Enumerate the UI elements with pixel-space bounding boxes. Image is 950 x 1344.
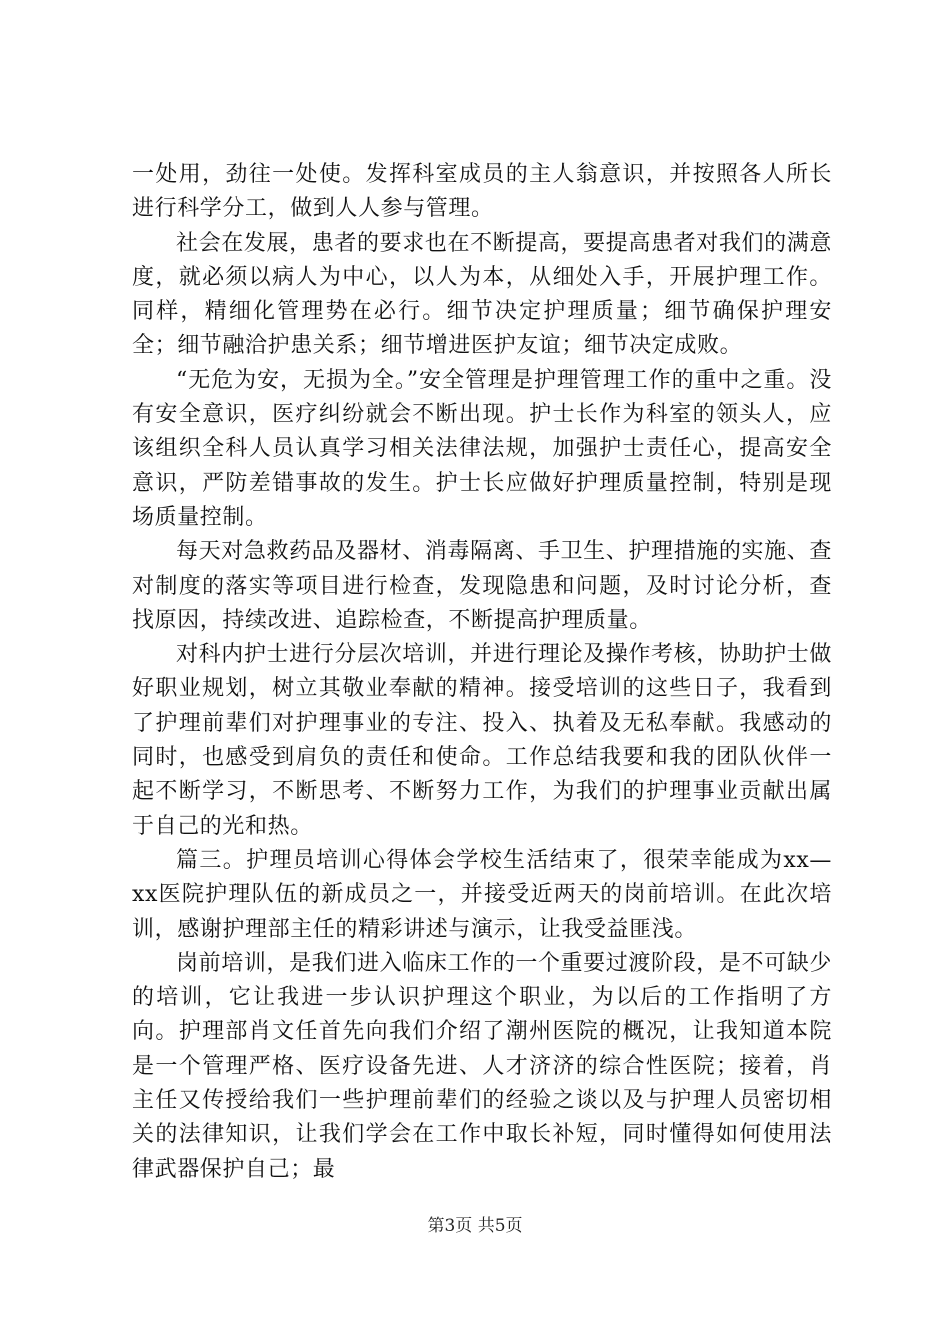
page-footer [0,1215,950,1237]
paragraph-7: 岗前培训，是我们进入临床工作的一个重要过渡阶段，是不可缺少的培训，它让我进一步认识护理这个职业，为以后的工作指明了方向。护理部肖文任首先向我们介绍了潮州医院的概况，让我知道本院是一个管理严格、医疗设备先进、人才济济的综合性医院；接着，肖主任又传授给我们一些护理前辈们的经验之谈以及与护理人员密切相关的法律知识，让我们学会在工作中取长补短，同时懂得如何使用法律武器保护自己；最 [132,950,832,1182]
document-body [132,158,832,1187]
paragraph-4: 每天对急救药品及器材、消毒隔离、手卫生、护理措施的实施、查对制度的落实等项目进行检查，发现隐患和问题，及时讨论分析，查找原因，持续改进、追踪检查，不断提高护理质量。 [132,539,832,633]
paragraph-6: 篇三。护理员培训心得体会学校生活结束了，很荣幸能成为xx—xx医院护理队伍的新成员之一，并接受近两天的岗前培训。在此次培训，感谢护理部主任的精彩讲述与演示，让我受益匪浅。 [132,847,832,942]
paragraph-3: “无危为安，无损为全。”安全管理是护理管理工作的重中之重。没有安全意识，医疗纠纷就会不断出现。护士长作为科室的领头人，应该组织全科人员认真学习相关法律法规，加强护士责任心，提高安全意识，严防差错事故的发生。护士长应做好护理质量控制，特别是现场质量控制。 [132,367,832,530]
paragraph-2: 社会在发展，患者的要求也在不断提高，要提高患者对我们的满意度，就必须以病人为中心，以人为本，从细处入手，开展护理工作。同样，精细化管理势在必行。细节决定护理质量；细节确保护理安全；细节融洽护患关系；细节增进医护友谊；细节决定成败。 [132,230,832,359]
paragraph-5: 对科内护士进行分层次培训，并进行理论及操作考核，协助护士做好职业规划，树立其敬业奉献的精神。接受培训的这些日子，我看到了护理前辈们对护理事业的专注、投入、执着及无私奉献。我感动的同时，也感受到肩负的责任和使命。工作总结我要和我的团队伙伴一起不断学习，不断思考、不断努力工作，为我们的护理事业贡献出属于自己的光和热。 [132,642,832,839]
page-number-label: 第3页 共5页 [427,1216,523,1236]
paragraph-1: 一处用，劲往一处使。发挥科室成员的主人翁意识，并按照各人所长进行科学分工，做到人人参与管理。 [132,162,832,222]
